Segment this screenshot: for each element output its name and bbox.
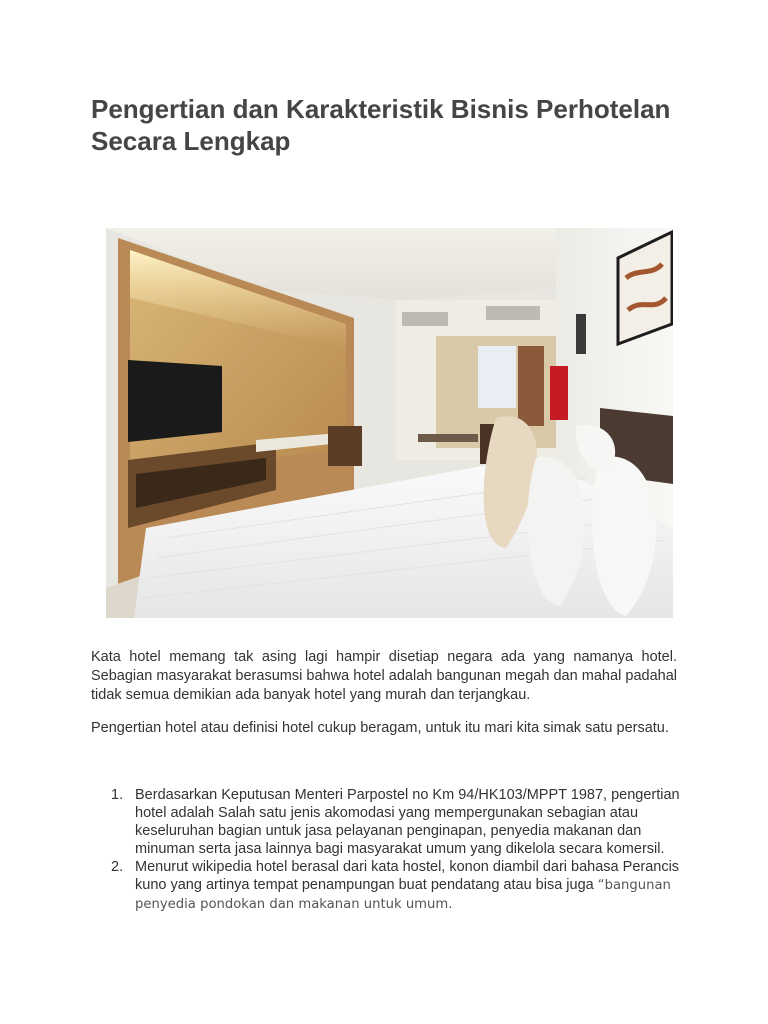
paragraph-intro: Kata hotel memang tak asing lagi hampir disetiap negara ada yang namanya hotel. Sebagian masyarakat berasumsi bahwa hotel adalah bangunan megah dan mahal padahal tidak semua demikian ada banyak hotel yang murah dan terjangkau. bbox=[91, 649, 677, 703]
list-number: 1. bbox=[111, 787, 124, 803]
definition-list bbox=[91, 786, 681, 914]
article-title: Pengertian dan Karakteristik Bisnis Perhotelan Secara Lengkap bbox=[91, 94, 671, 156]
paragraph-definition: Pengertian hotel atau definisi hotel cukup beragam, untuk itu mari kita simak satu persatu. bbox=[91, 720, 669, 736]
hotel-room-photo bbox=[106, 228, 673, 618]
list-item bbox=[91, 858, 681, 914]
list-item-text: Berdasarkan Keputusan Menteri Parpostel no Km 94/HK103/MPPT 1987, pengertian hotel adalah Salah satu jenis akomodasi yang mempergunakan sebagian atau keseluruhan bagian untuk jasa pelayanan penginapan, penyedia makanan dan minuman serta jasa lainnya bagi masyarakat umum yang dikelola secara komersil. bbox=[135, 787, 680, 857]
list-item-text: Menurut wikipedia hotel berasal dari kata hostel, konon diambil dari bahasa Perancis kuno yang artinya tempat penampungan buat pendatang atau bisa juga bbox=[135, 859, 680, 893]
list-number: 2. bbox=[111, 859, 124, 875]
list-item bbox=[91, 786, 681, 858]
list-item-quote: “bangunan penyedia pondokan dan makanan untuk umum. bbox=[135, 878, 671, 912]
